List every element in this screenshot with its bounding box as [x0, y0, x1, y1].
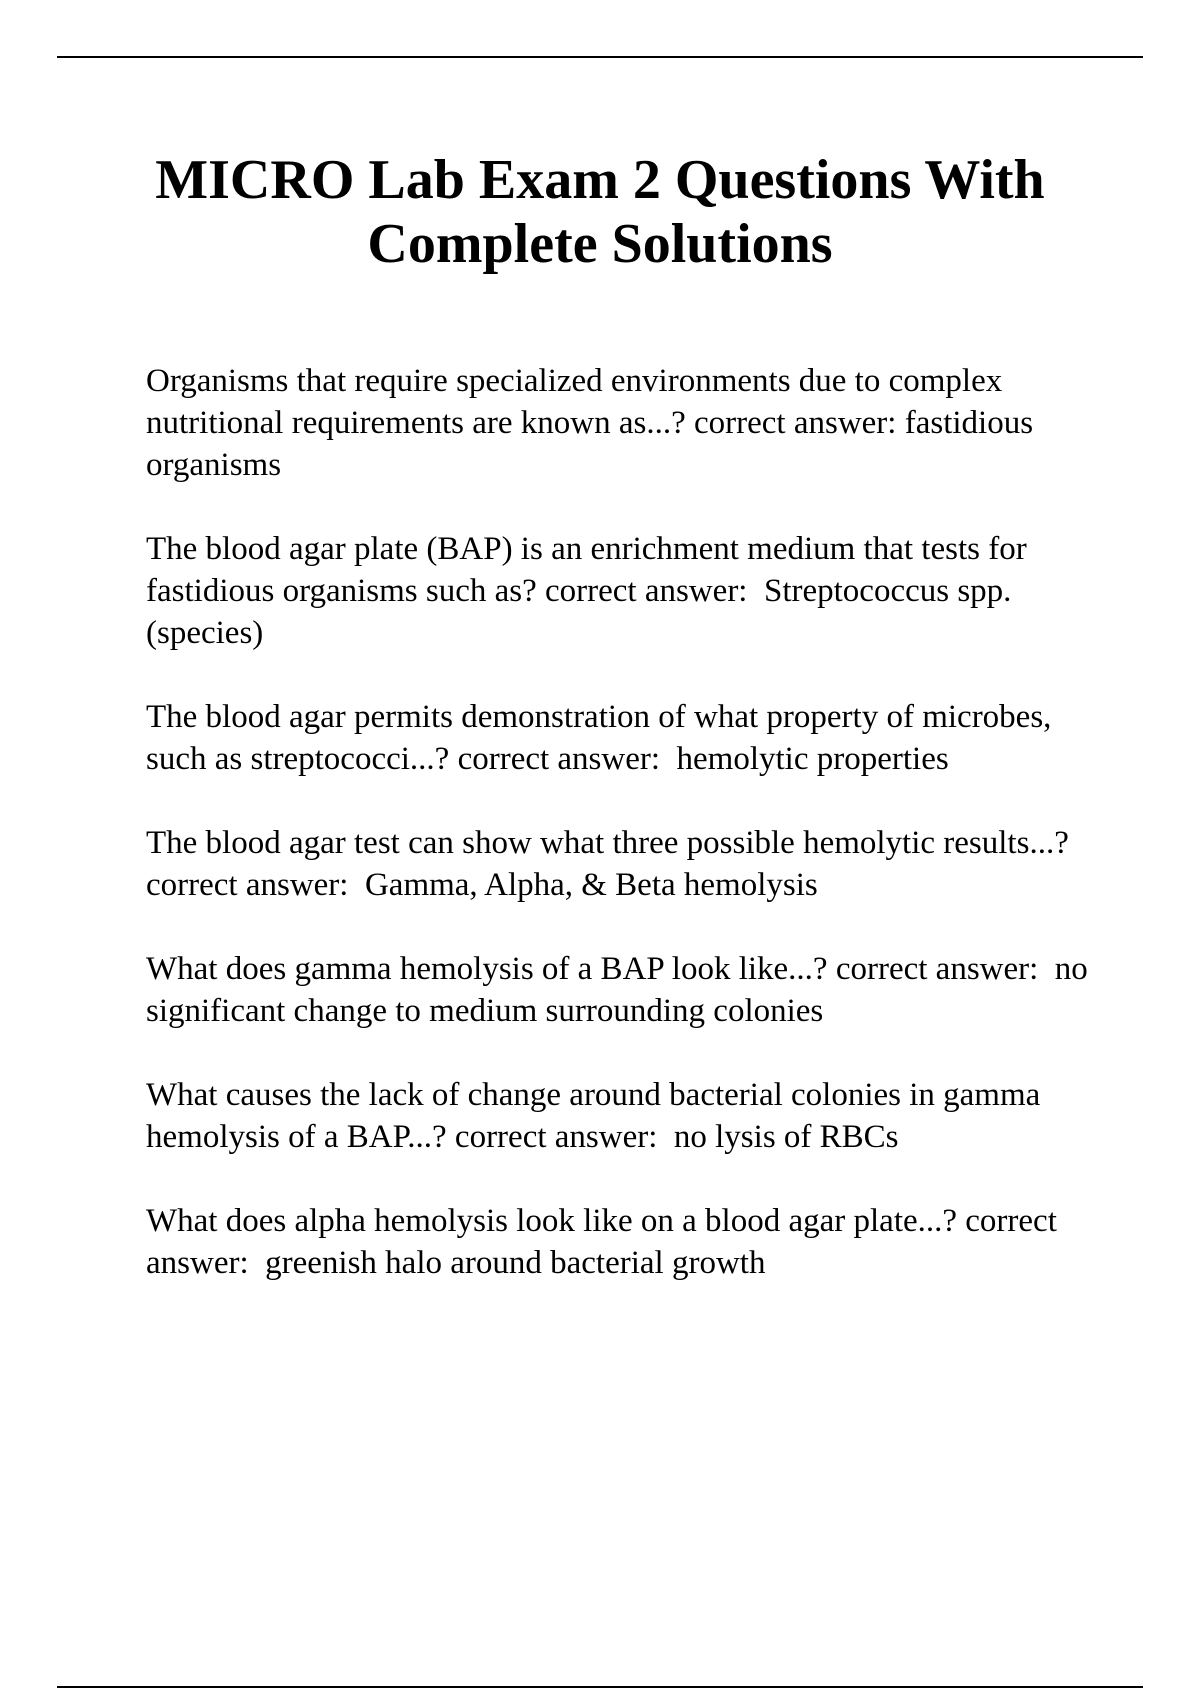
answer-text: no significant change to medium surrounding colonies — [146, 951, 1088, 1029]
answer-label: correct answer: — [835, 951, 1039, 987]
answer-label: correct answer: — [457, 741, 661, 777]
answer-text: fastidious organisms — [146, 405, 1034, 483]
answer-text: no lysis of RBCs — [673, 1119, 899, 1155]
qa-item — [146, 948, 1106, 1032]
question-text: The blood agar permits demonstration of what property of microbes, such as streptococci...? — [146, 699, 1052, 777]
answer-text: Gamma, Alpha, & Beta hemolysis — [364, 867, 818, 903]
qa-item — [146, 696, 1106, 780]
qa-item — [146, 1200, 1106, 1284]
question-text: The blood agar plate (BAP) is an enrichment medium that tests for fastidious organisms such as? — [146, 531, 1027, 609]
answer-text: greenish halo around bacterial growth — [265, 1245, 766, 1281]
question-text: The blood agar test can show what three possible hemolytic results...? — [146, 825, 1069, 861]
question-text: What causes the lack of change around bacterial colonies in gamma hemolysis of a BAP...? — [146, 1077, 1041, 1155]
qa-item — [146, 1074, 1106, 1158]
answer-label: correct answer: — [454, 1119, 658, 1155]
question-text: What does gamma hemolysis of a BAP look like...? — [146, 951, 828, 987]
page-title — [100, 148, 1100, 276]
answer-text: Streptococcus spp. (species) — [146, 573, 1012, 651]
bottom-rule — [57, 1686, 1143, 1688]
question-text: Organisms that require specialized environments due to complex nutritional requirements are known as...? — [146, 363, 1003, 441]
answer-label: correct answer: — [545, 573, 748, 609]
title-line-2: Complete Solutions — [367, 213, 833, 275]
qa-item — [146, 528, 1106, 654]
qa-item — [146, 822, 1106, 906]
answer-text: hemolytic properties — [676, 741, 949, 777]
qa-item — [146, 360, 1106, 486]
question-text: What does alpha hemolysis look like on a blood agar plate...? — [146, 1203, 958, 1239]
answer-label: correct answer: — [146, 1203, 1057, 1281]
top-rule — [57, 56, 1143, 58]
title-line-1: MICRO Lab Exam 2 Questions With — [155, 149, 1045, 211]
answer-label: correct answer: — [694, 405, 897, 441]
qa-list — [146, 360, 1106, 1326]
answer-label: correct answer: — [146, 867, 349, 903]
